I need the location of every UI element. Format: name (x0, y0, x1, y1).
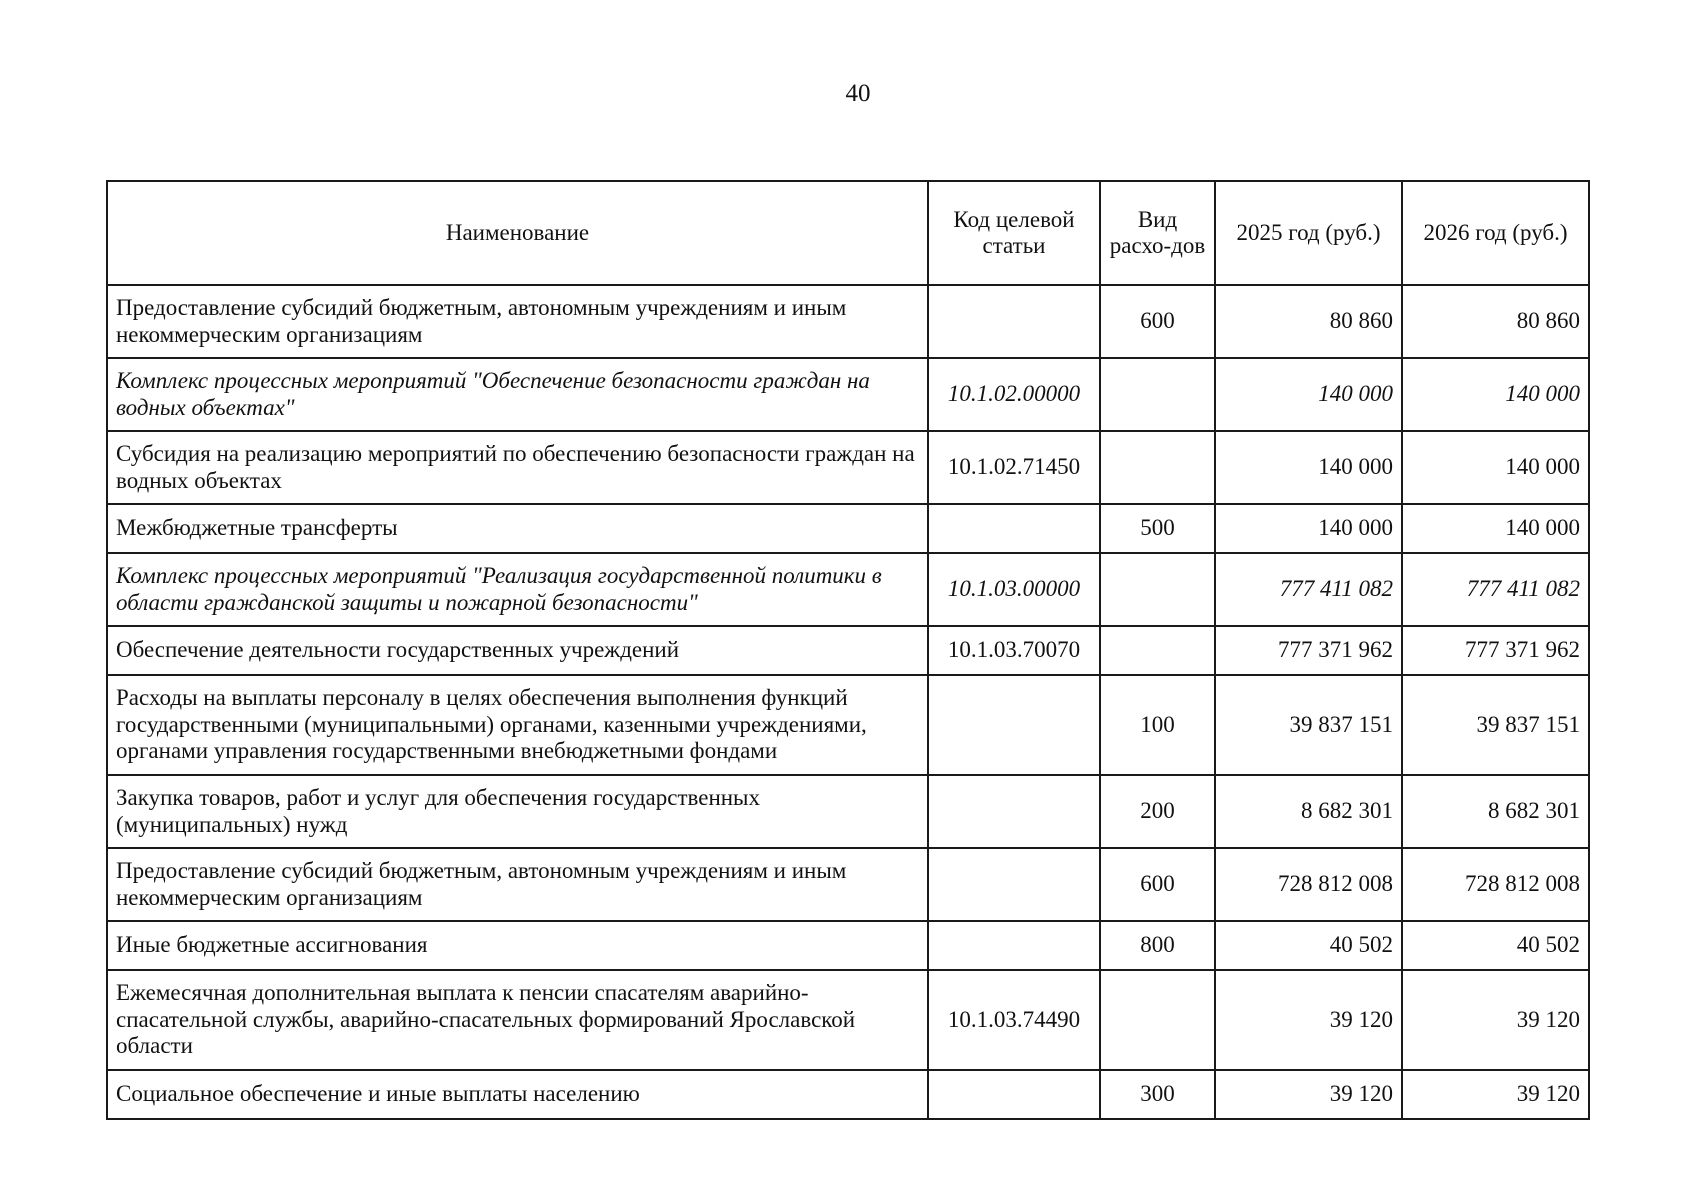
row-name: Расходы на выплаты персоналу в целях обеспечения выполнения функций государственными (муниципальными) органами, казенными учреждениями, органами управления государственными внебюджетными фондами (107, 675, 928, 775)
header-2026: 2026 год (руб.) (1402, 181, 1589, 285)
row-code: 10.1.03.00000 (928, 553, 1100, 626)
row-type: 800 (1100, 921, 1215, 970)
row-name: Субсидия на реализацию мероприятий по обеспечению безопасности граждан на водных объектах (107, 431, 928, 504)
row-2025: 8 682 301 (1215, 775, 1402, 848)
row-code: 10.1.02.00000 (928, 358, 1100, 431)
table-row (107, 504, 1589, 553)
row-type (1100, 970, 1215, 1070)
row-type: 200 (1100, 775, 1215, 848)
row-2025: 140 000 (1215, 431, 1402, 504)
row-type (1100, 626, 1215, 675)
table-row (107, 626, 1589, 675)
row-name: Межбюджетные трансферты (107, 504, 928, 553)
row-name: Обеспечение деятельности государственных учреждений (107, 626, 928, 675)
row-type: 100 (1100, 675, 1215, 775)
row-code (928, 675, 1100, 775)
table-row (107, 675, 1589, 775)
row-2026: 39 837 151 (1402, 675, 1589, 775)
row-name: Иные бюджетные ассигнования (107, 921, 928, 970)
table-row (107, 921, 1589, 970)
row-2026: 777 371 962 (1402, 626, 1589, 675)
row-type: 300 (1100, 1070, 1215, 1119)
table-row (107, 848, 1589, 921)
row-name: Закупка товаров, работ и услуг для обеспечения государственных (муниципальных) нужд (107, 775, 928, 848)
row-2026: 39 120 (1402, 970, 1589, 1070)
table-row (107, 553, 1589, 626)
table-row (107, 285, 1589, 358)
row-code (928, 775, 1100, 848)
row-code: 10.1.03.74490 (928, 970, 1100, 1070)
page-number: 40 (845, 80, 871, 107)
row-type: 600 (1100, 285, 1215, 358)
table-header-row (107, 181, 1589, 285)
row-code (928, 921, 1100, 970)
row-2025: 777 411 082 (1215, 553, 1402, 626)
row-code: 10.1.03.70070 (928, 626, 1100, 675)
row-2026: 777 411 082 (1402, 553, 1589, 626)
row-2025: 39 120 (1215, 1070, 1402, 1119)
budget-table (106, 180, 1590, 1120)
header-name: Наименование (107, 181, 928, 285)
header-code: Код целевой статьи (928, 181, 1100, 285)
row-code (928, 504, 1100, 553)
row-2026: 80 860 (1402, 285, 1589, 358)
row-name: Социальное обеспечение и иные выплаты населению (107, 1070, 928, 1119)
row-2026: 140 000 (1402, 358, 1589, 431)
row-type (1100, 431, 1215, 504)
row-2025: 39 837 151 (1215, 675, 1402, 775)
row-type (1100, 358, 1215, 431)
row-2026: 140 000 (1402, 504, 1589, 553)
header-type: Вид расхо-дов (1100, 181, 1215, 285)
row-name: Комплекс процессных мероприятий "Реализация государственной политики в области гражданской защиты и пожарной безопасности" (107, 553, 928, 626)
row-2025: 40 502 (1215, 921, 1402, 970)
row-2025: 777 371 962 (1215, 626, 1402, 675)
row-2026: 40 502 (1402, 921, 1589, 970)
row-2025: 728 812 008 (1215, 848, 1402, 921)
row-2026: 39 120 (1402, 1070, 1589, 1119)
row-2026: 728 812 008 (1402, 848, 1589, 921)
row-2025: 140 000 (1215, 504, 1402, 553)
table-row (107, 1070, 1589, 1119)
row-code (928, 285, 1100, 358)
table-row (107, 970, 1589, 1070)
table-row (107, 775, 1589, 848)
row-type (1100, 553, 1215, 626)
row-type: 600 (1100, 848, 1215, 921)
row-2025: 80 860 (1215, 285, 1402, 358)
header-2025: 2025 год (руб.) (1215, 181, 1402, 285)
row-2025: 39 120 (1215, 970, 1402, 1070)
row-name: Предоставление субсидий бюджетным, автономным учреждениям и иным некоммерческим организациям (107, 848, 928, 921)
row-name: Предоставление субсидий бюджетным, автономным учреждениям и иным некоммерческим организациям (107, 285, 928, 358)
row-type: 500 (1100, 504, 1215, 553)
row-2026: 140 000 (1402, 431, 1589, 504)
row-2025: 140 000 (1215, 358, 1402, 431)
row-2026: 8 682 301 (1402, 775, 1589, 848)
row-code (928, 1070, 1100, 1119)
row-code (928, 848, 1100, 921)
row-name: Ежемесячная дополнительная выплата к пенсии спасателям аварийно-спасательной службы, аварийно-спасательных формирований Ярославской области (107, 970, 928, 1070)
row-code: 10.1.02.71450 (928, 431, 1100, 504)
row-name: Комплекс процессных мероприятий "Обеспечение безопасности граждан на водных объектах" (107, 358, 928, 431)
table-row (107, 431, 1589, 504)
table-row (107, 358, 1589, 431)
